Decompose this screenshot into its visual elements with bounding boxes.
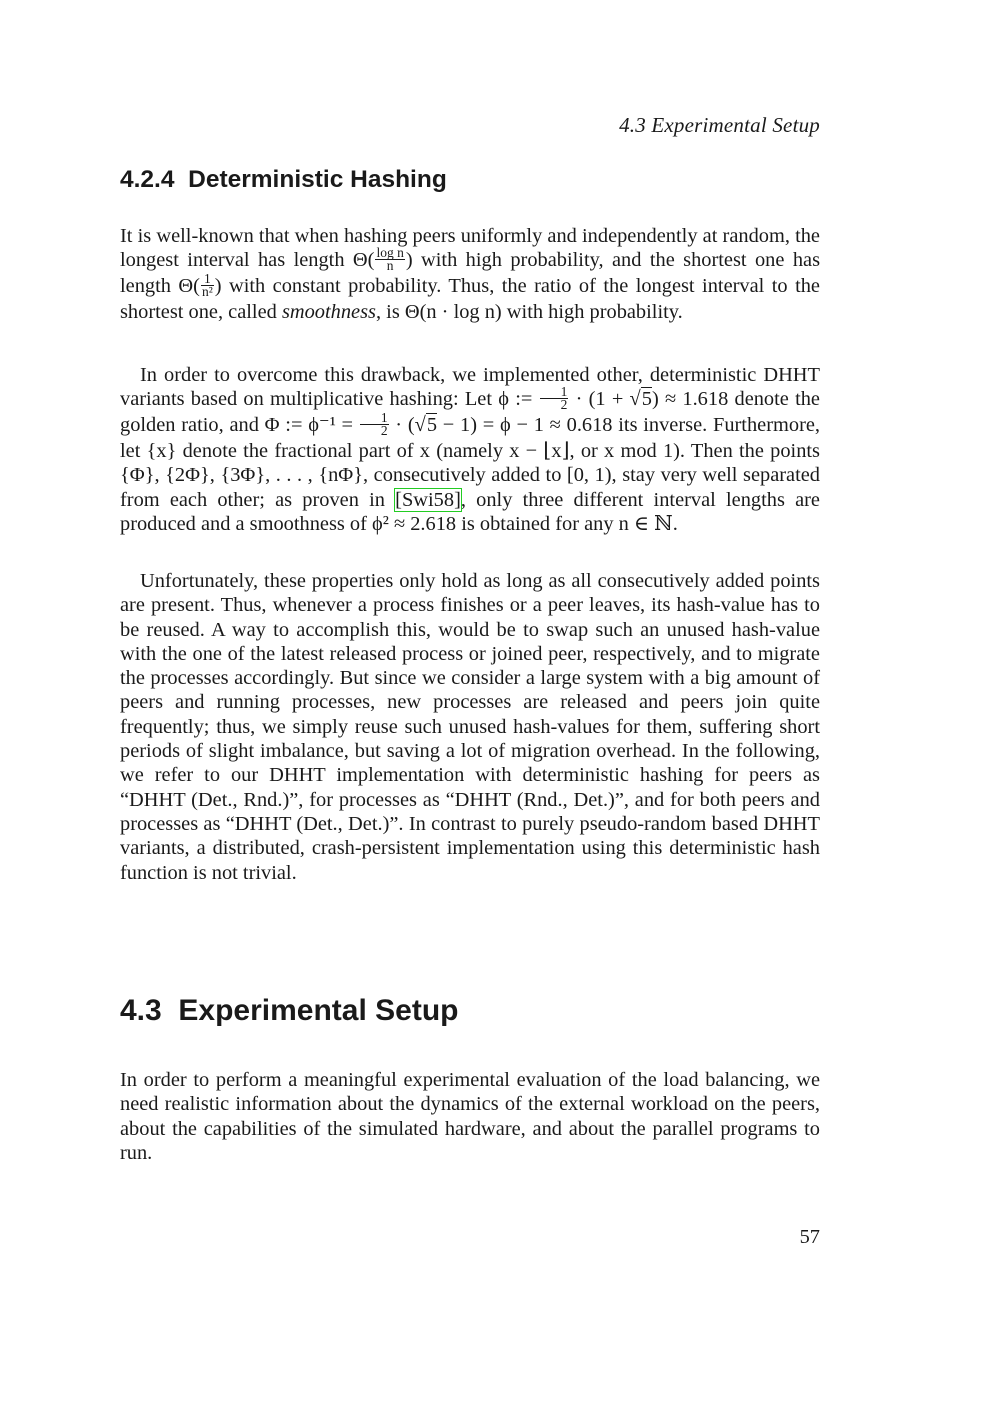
section-heading bbox=[120, 994, 458, 1028]
p2-text-1: In order to overcome this drawback, we implemented other, deterministic DHHT variants based on multiplicative hashing: Let ϕ := bbox=[120, 364, 820, 411]
p1-text-3: ) with constant probability. Thus, the ratio of the longest interval to the shortest one, called bbox=[120, 275, 820, 323]
radicand: 5 bbox=[641, 388, 652, 411]
fraction-numerator: 1 bbox=[540, 386, 569, 399]
subsection-heading bbox=[120, 166, 447, 194]
radical-sign: √ bbox=[414, 414, 426, 437]
fraction-denominator: n bbox=[386, 258, 394, 274]
section-title: Experimental Setup bbox=[178, 994, 459, 1027]
p2-text-5: − 1) = ϕ − 1 ≈ 0.618 its inverse. Furthermore, let {x} denote the fractional part of x (namely x − ⌊x⌋, or x mod 1). Then the points {Φ}, {2Φ}, {3Φ}, . . . , {nΦ}, consecutively added to [0, 1), stay very well separated from each other; as proven in bbox=[120, 414, 821, 511]
fraction-numerator: 1 bbox=[201, 273, 214, 286]
subsection-title: Deterministic Hashing bbox=[188, 166, 447, 193]
p1-text-1: It is well-known that when hashing peers uniformly and independently at random, the longest interval has length Θ( bbox=[120, 225, 820, 272]
citation-link[interactable]: [Swi58] bbox=[395, 488, 461, 511]
sqrt-five bbox=[630, 387, 652, 410]
radicand: 5 bbox=[426, 414, 438, 437]
page-number: 57 bbox=[799, 1226, 820, 1248]
section-number: 4.3 bbox=[120, 994, 162, 1027]
p2-text-6: , only three different interval lengths are produced and a smoothness of ϕ² ≈ 2.618 is obtained for any n ∈ ℕ. bbox=[120, 488, 820, 535]
sqrt-five bbox=[415, 413, 437, 436]
fraction-denominator: n² bbox=[201, 283, 213, 299]
fraction-one-over-n-squared bbox=[201, 270, 214, 299]
fraction-log-n-over-n bbox=[375, 247, 404, 272]
running-header: 4.3 Experimental Setup bbox=[619, 113, 820, 137]
p1-text-4: , is Θ(n · log n) with high probability. bbox=[375, 300, 683, 323]
p1-text-2: ) with high probability, and the shortest one has length Θ( bbox=[120, 249, 821, 298]
subsection-number: 4.2.4 bbox=[120, 166, 175, 193]
fraction-numerator: log n bbox=[376, 245, 404, 261]
paragraph-golden-ratio bbox=[120, 363, 820, 536]
fraction-one-half bbox=[360, 409, 389, 438]
term-smoothness: smoothness bbox=[281, 300, 376, 323]
fraction-numerator: 1 bbox=[360, 412, 389, 425]
paragraph-experimental-setup: In order to perform a meaningful experimental evaluation of the load balancing, we need realistic information about the dynamics of the external workload on the peers, about the capabilities of the simulated hardware, and about the parallel programs to run. bbox=[120, 1069, 820, 1164]
radical-sign: √ bbox=[629, 388, 641, 411]
fraction-denominator: 2 bbox=[380, 422, 388, 438]
fraction-denominator: 2 bbox=[560, 397, 568, 413]
fraction-one-half bbox=[540, 386, 569, 411]
paragraph-reuse-hash-values: Unfortunately, these properties only hold as long as all consecutively added points are present. Thus, whenever a process finishes or a peer leaves, its hash-value has to be reused. A way to accomplish this, would be to swap such an unused hash-value with the one of the latest released process or joined peer, respectively, and to migrate the processes accordingly. But since we consider a large system with a big amount of peers and running processes, new processes are released and peers join quite frequently; thus, we simply reuse such unused hash-values for them, suffering short periods of slight imbalance, but saving a lot of migration overhead. In the following, we refer to our DHHT implementation with deterministic hashing for peers as “DHHT (Det., Rnd.)”, for processes as “DHHT (Rnd., Det.)”, and for both peers and processes as “DHHT (Det., Det.)”. In contrast to purely pseudo-random based DHHT variants, a distributed, crash-persistent implementation using this deterministic hash function is not trivial. bbox=[120, 570, 820, 884]
p2-text-3: ) ≈ 1.618 denote the golden ratio, and Φ := ϕ⁻¹ = bbox=[120, 388, 820, 437]
p2-text-4: · ( bbox=[389, 414, 415, 437]
page bbox=[120, 0, 820, 1414]
p2-text-2: · (1 + bbox=[569, 388, 630, 411]
paragraph-intro bbox=[120, 224, 820, 324]
